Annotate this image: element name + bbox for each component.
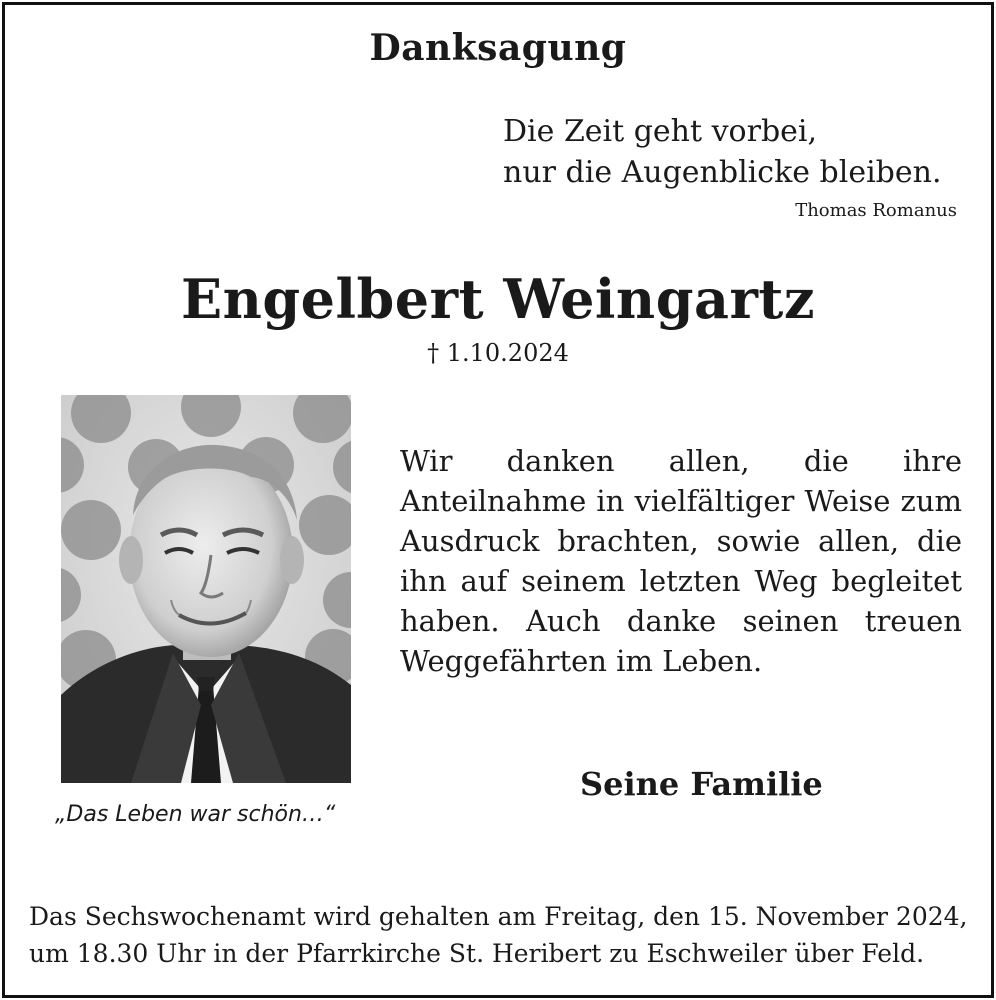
quote-line-2: nur die Augenblicke bleiben. [503, 155, 942, 190]
service-line-2: um 18.30 Uhr in der Pfarrkirche St. Heribert zu Eschweiler über Feld. [29, 939, 925, 968]
portrait-photo [61, 395, 351, 783]
obituary-card [2, 2, 994, 998]
quote-author: Thomas Romanus [795, 200, 957, 221]
quote [503, 111, 942, 193]
quote-line-1: Die Zeit geht vorbei, [503, 114, 818, 149]
photo-caption: „Das Leben war schön…“ [55, 802, 336, 827]
heading: Danksagung [369, 27, 627, 69]
deceased-name: Engelbert Weingartz [180, 267, 816, 331]
service-line-1: Das Sechswochenamt wird gehalten am Freitag, den 15. November 2024, [29, 902, 968, 931]
death-date: † 1.10.2024 [427, 339, 569, 367]
service-notice [29, 898, 979, 972]
signature: Seine Familie [580, 765, 823, 803]
thanks-text: Wir danken allen, die ihre Anteilnahme in vielfältiger Weise zum Ausdruck brachten, sowie allen, die ihn auf seinem letzten Weg begleitet haben. Auch danke seinen treuen Weggefährten im Leben. [400, 444, 962, 678]
portrait-illustration [61, 395, 351, 783]
